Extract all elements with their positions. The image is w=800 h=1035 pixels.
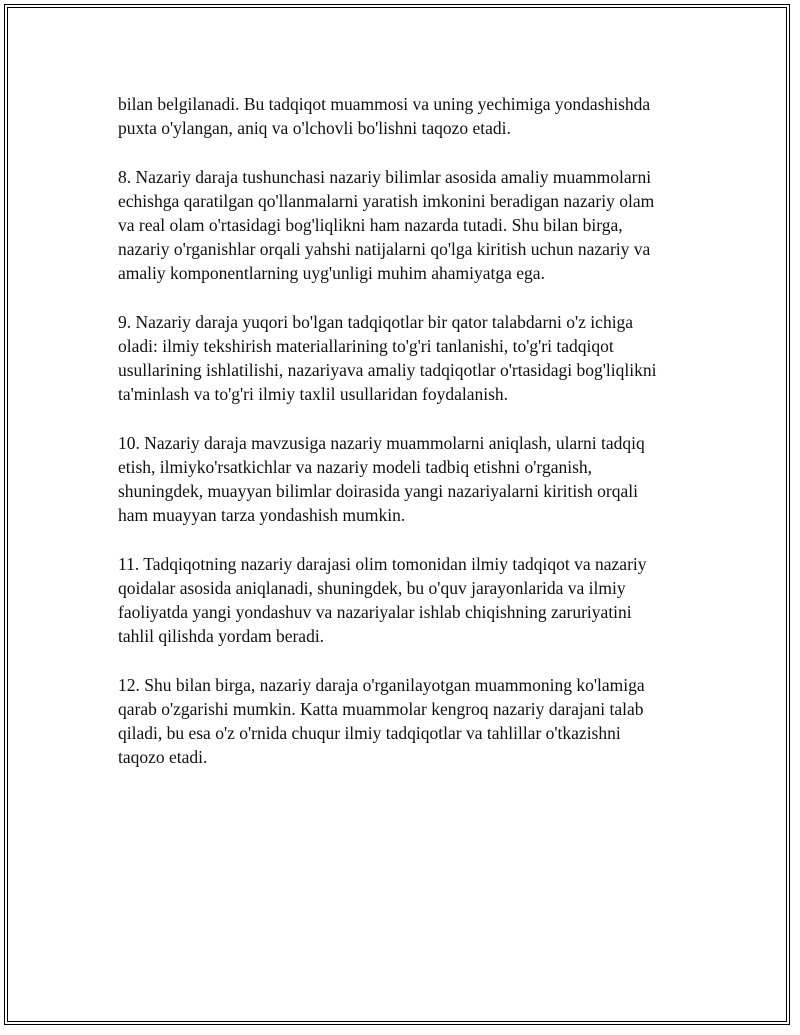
paragraph-11: 11. Tadqiqotning nazariy darajasi olim tomonidan ilmiy tadqiqot va nazariy qoidalar asosida aniqlanadi, shuningdek, bu o'quv jarayonlarida va ilmiy faoliyatda yangi yondashuv va nazariyalar ishlab chiqishning zaruriyatini tahlil qilishda yordam beradi.	[118, 553, 647, 647]
document-body	[118, 92, 698, 794]
paragraph-continuation: bilan belgilanadi. Bu tadqiqot muammosi va uning yechimiga yondashishda puxta o'ylangan, aniq va o'lchovli bo'lishni taqozo etadi.	[118, 94, 651, 139]
paragraph-9: 9. Nazariy daraja yuqori bo'lgan tadqiqotlar bir qator talabdarni o'z ichiga oladi: ilmiy tekshirish materiallarining to'g'ri tanlanishi, to'g'ri tadqiqot usullarining ishlatilishi, nazariyava amaliy tadqiqotlar o'rtasidagi bog'liqlikni ta'minlash va to'g'ri ilmiy taxlil usullaridan foydalanish.	[118, 311, 657, 405]
paragraph-8: 8. Nazariy daraja tushunchasi nazariy bilimlar asosida amaliy muammolarni echishga qaratilgan qo'llanmalarni yaratish imkonini beradigan nazariy olam va real olam o'rtasidagi bog'liqlikni ham nazarda tutadi. Shu bilan birga, nazariy o'rganishlar orqali yahshi natijalarni qo'lga kiritish uchun nazariy va amaliy komponentlarning uyg'unligi muhim ahamiyatga ega.	[118, 166, 655, 284]
paragraph-10: 10. Nazariy daraja mavzusiga nazariy muammolarni aniqlash, ularni tadqiq etish, ilmiyko'rsatkichlar va nazariy modeli tadbiq etishni o'rganish, shuningdek, muayyan bilimlar doirasida yangi nazariyalarni kiritish orqali ham muayyan tarza yondashish mumkin.	[118, 432, 645, 526]
paragraph-12: 12. Shu bilan birga, nazariy daraja o'rganilayotgan muammoning ko'lamiga qarab o'zgarishi mumkin. Katta muammolar kengroq nazariy darajani talab qiladi, bu esa o'z o'rnida chuqur ilmiy tadqiqotlar va tahlillar o'tkazishni taqozo etadi.	[118, 674, 645, 768]
